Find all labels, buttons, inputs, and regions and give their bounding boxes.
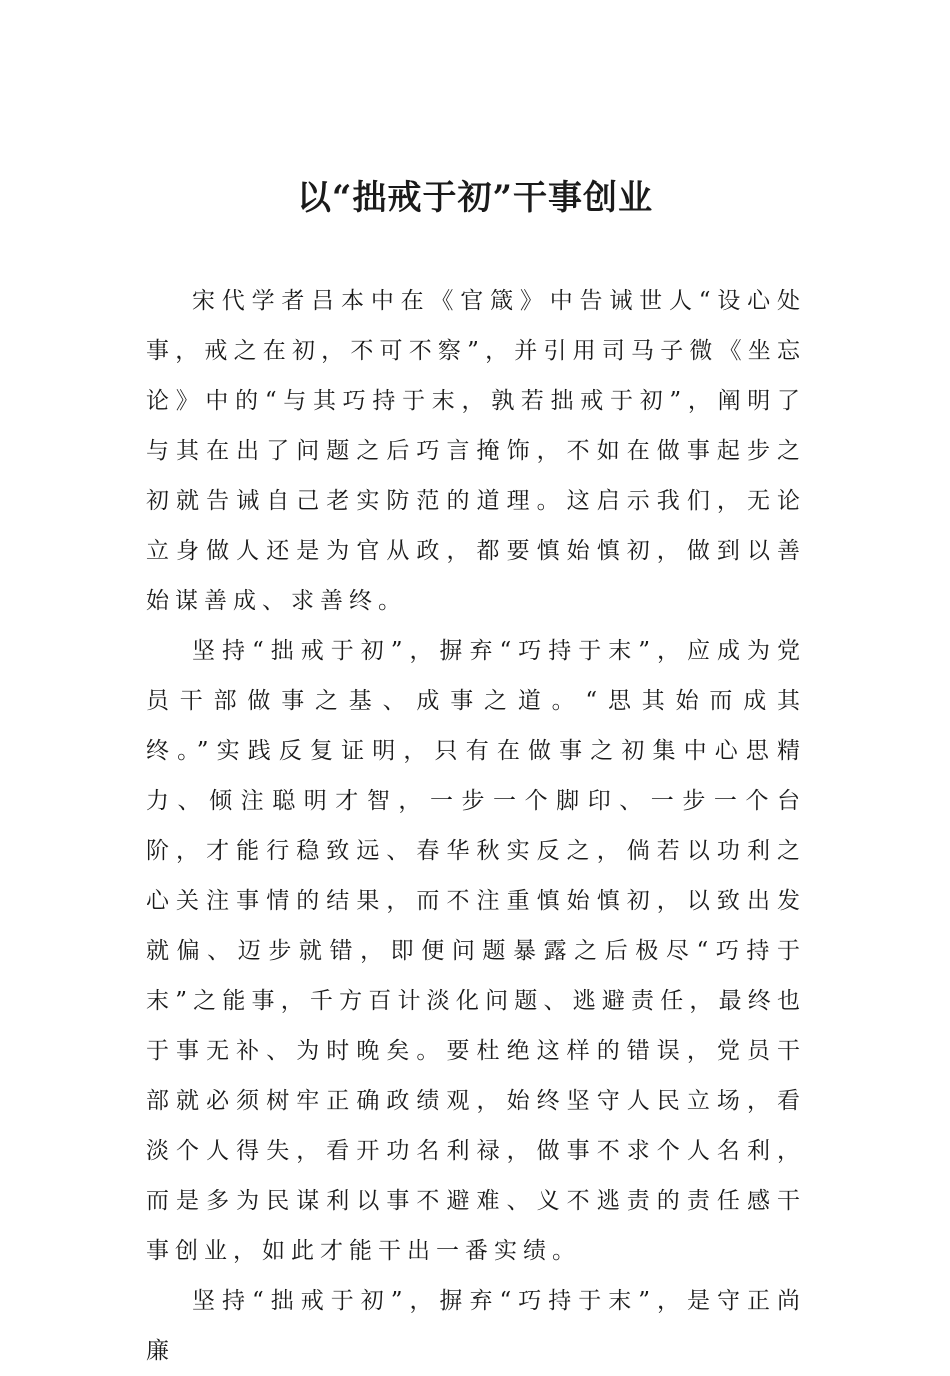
paragraph-2: 坚持“拙戒于初”，摒弃“巧持于末”，应成为党员干部做事之基、成事之道。“思其始而成其终。”实践反复证明，只有在做事之初集中心思精力、倾注聪明才智，一步一个脚印、一步一个台阶，才能行稳致远、春华秋实反之，倘若以功利之心关注事情的结果，而不注重慎始慎初，以致出发就偏、迈步就错，即便问题暴露之后极尽“巧持于末”之能事，千方百计淡化问题、逃避责任，最终也于事无补、为时晚矣。要杜绝这样的错误，党员干部就必须树牢正确政绩观，始终坚守人民立场，看淡个人得失，看开功名利禄，做事不求个人名利，而是多为民谋利以事不避难、义不逃责的责任感干事创业，如此才能干出一番实绩。 <box>146 638 806 1264</box>
document-body <box>146 276 806 1376</box>
paragraph-1: 宋代学者吕本中在《官箴》中告诫世人“设心处事，戒之在初，不可不察”，并引用司马子微《坐忘论》中的“与其巧持于末，孰若拙戒于初”，阐明了与其在出了问题之后巧言掩饰，不如在做事起步之初就告诫自己老实防范的道理。这启示我们，无论立身做人还是为官从政，都要慎始慎初，做到以善始谋善成、求善终。 <box>146 288 806 614</box>
document-title: 以“拙戒于初”干事创业 <box>296 178 654 218</box>
paragraph-3: 坚持“拙戒于初”，摒弃“巧持于末”，是守正尚廉 <box>146 1288 806 1364</box>
